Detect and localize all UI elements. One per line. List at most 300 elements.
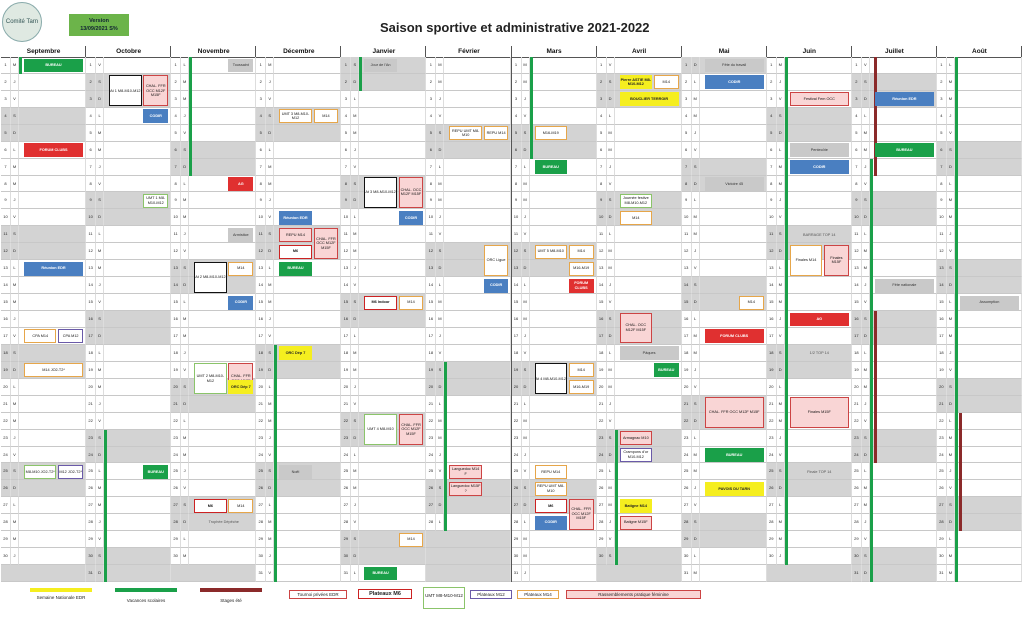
day-number: 19 [852,362,862,379]
day-cell [785,548,852,565]
day-number: 4 [1,108,11,125]
day-number: 28 [852,514,862,531]
weekday-letter: M [181,192,189,209]
day-number: 2 [852,74,862,91]
day-number: 18 [597,345,607,362]
day-cell [530,413,597,430]
day-number: 1 [86,57,96,74]
day-number: 21 [597,396,607,413]
event-block: M6 Indoor [364,296,396,310]
day-number: 1 [852,57,862,74]
day-number: 12 [512,243,522,260]
day-number: 12 [426,243,436,260]
day-number: 19 [1,362,11,379]
day-cell [955,74,1022,91]
day-cell [615,379,682,396]
day-number: 2 [682,74,692,91]
weekday-letter: V [266,565,274,582]
weekday-letter: S [522,480,530,497]
weekday-letter: S [96,311,104,328]
weekday-letter: M [181,91,189,108]
day-number: 27 [512,497,522,514]
day-cell [955,548,1022,565]
day-number: 13 [937,260,947,277]
event-block: FORUM CLUBS [705,329,764,343]
weekday-letter: M [436,413,444,430]
day-number: 25 [767,463,777,480]
weekday-letter: S [96,192,104,209]
day-number: 7 [256,159,266,176]
day-cell [785,447,852,464]
day-number: 23 [937,430,947,447]
day-number: 23 [171,430,181,447]
weekday-letter: L [351,91,359,108]
day-cell [530,176,597,193]
day-cell [104,142,171,159]
event-block: BUREAU [364,567,396,581]
day-cell [700,125,767,142]
event-block: M12 JO2-T2* [58,465,83,479]
day-number: 28 [86,514,96,531]
day-number: 17 [937,328,947,345]
day-number: 21 [1,396,11,413]
event-block: Réunion EDR [279,211,311,225]
day-cell [19,345,86,362]
weekday-letter: V [862,413,870,430]
day-number: 17 [512,328,522,345]
day-number: 29 [171,531,181,548]
day-cell [274,159,341,176]
day-number: 18 [256,345,266,362]
weekday-letter: J [607,396,615,413]
event-block: CPA M14 [24,329,56,343]
weekday-letter: D [607,447,615,464]
weekday-letter: D [862,565,870,582]
day-number: 15 [937,294,947,311]
weekday-letter: D [181,514,189,531]
day-cell [189,311,256,328]
legend-plateaux-m14: Plateaux M14 [517,590,559,599]
weekday-letter: S [351,57,359,74]
day-number: 27 [341,497,351,514]
day-cell [359,362,426,379]
weekday-letter: M [11,413,19,430]
day-number: 28 [1,514,11,531]
weekday-letter: J [947,345,955,362]
weekday-letter: L [436,159,444,176]
day-cell [530,531,597,548]
day-number: 17 [1,328,11,345]
weekday-letter: V [266,447,274,464]
day-cell [700,430,767,447]
event-block: At 4 M8-M10-M12 [535,363,567,394]
weekday-letter: M [947,311,955,328]
weekday-letter: S [266,463,274,480]
day-cell [189,480,256,497]
day-cell [19,497,86,514]
day-number: 12 [682,243,692,260]
weekday-letter: V [777,91,785,108]
weekday-letter: L [522,277,530,294]
event-block: CHAL. OCC M12F M15F [399,177,424,208]
day-cell [189,328,256,345]
day-number: 9 [512,192,522,209]
event-block: ORC Dép 7 [279,346,311,360]
weekday-letter: J [947,226,955,243]
day-number: 6 [682,142,692,159]
day-number: 30 [852,548,862,565]
day-number: 31 [341,565,351,582]
day-number: 4 [256,108,266,125]
day-cell [870,294,937,311]
day-cell [700,531,767,548]
day-number: 1 [682,57,692,74]
day-number: 31 [682,565,692,582]
day-cell [870,209,937,226]
event-block: UMT 1 M8-M10-M12 [143,194,168,208]
day-number: 3 [512,91,522,108]
event-block: UMT 5 M8-M10 [535,245,567,259]
day-cell [274,480,341,497]
event-block: Crampons d'or M10-M12 [620,448,652,462]
weekday-letter: M [96,480,104,497]
weekday-letter: J [862,277,870,294]
event-block: Trophée Dépêche [208,520,239,525]
weekday-letter: M [777,159,785,176]
day-cell [530,226,597,243]
day-cell [870,74,937,91]
day-number: 6 [171,142,181,159]
event-block: M14 [739,296,764,310]
day-cell [615,176,682,193]
day-number: 15 [341,294,351,311]
event-block: M14 [228,262,253,276]
weekday-letter: J [436,447,444,464]
event-block: M14 [399,533,424,547]
day-number: 4 [597,108,607,125]
day-number: 5 [597,125,607,142]
day-cell [359,159,426,176]
day-cell [104,565,171,582]
weekday-letter: M [522,548,530,565]
day-number: 4 [426,108,436,125]
weekday-letter: M [11,176,19,193]
day-cell [189,243,256,260]
day-number: 20 [937,379,947,396]
weekday-letter: M [96,497,104,514]
day-cell [785,277,852,294]
event-block: M14 [314,109,339,123]
weekday-letter: V [607,176,615,193]
day-number: 24 [86,447,96,464]
weekday-letter: V [862,531,870,548]
day-number: 20 [852,379,862,396]
weekday-letter: L [607,226,615,243]
day-cell [870,311,937,328]
legend-swatch-vacances [115,588,177,592]
day-number: 11 [86,226,96,243]
day-number: 10 [937,209,947,226]
day-cell [19,277,86,294]
day-cell [19,243,86,260]
day-cell [785,176,852,193]
event-block: Pâques [620,346,679,360]
weekday-letter: J [351,142,359,159]
day-cell [444,447,511,464]
month-header: Mars [512,46,597,58]
day-number: 7 [341,159,351,176]
day-cell [955,328,1022,345]
weekday-letter: V [522,226,530,243]
weekday-letter: M [436,294,444,311]
day-cell [274,74,341,91]
weekday-letter: D [96,328,104,345]
day-number: 7 [86,159,96,176]
legend-rassemblements: Rassemblements pratique féminine [566,590,701,599]
day-number: 3 [256,91,266,108]
day-cell [870,447,937,464]
event-block: BUREAU [654,363,679,377]
day-cell [955,260,1022,277]
weekday-letter: M [266,159,274,176]
weekday-letter: J [96,396,104,413]
day-number: 30 [682,548,692,565]
day-number: 26 [86,480,96,497]
day-number: 11 [1,226,11,243]
day-number: 16 [512,311,522,328]
event-block: REPU UMT M8-M10 [449,126,481,140]
day-number: 5 [426,125,436,142]
day-number: 13 [512,260,522,277]
day-number: 14 [1,277,11,294]
weekday-letter: M [522,531,530,548]
day-cell [870,345,937,362]
event-block: CODIR [399,211,424,225]
page-title: Saison sportive et administrative 2021-2022 [380,20,650,35]
day-number: 11 [682,226,692,243]
day-cell [274,142,341,159]
day-cell [104,447,171,464]
day-number: 29 [1,531,11,548]
event-block: CHAL. OCC M12F M15F [620,313,652,344]
weekday-letter: M [692,345,700,362]
day-number: 15 [171,294,181,311]
weekday-letter: J [522,565,530,582]
day-number: 29 [937,531,947,548]
day-cell [530,108,597,125]
day-number: 21 [767,396,777,413]
day-number: 25 [852,463,862,480]
day-cell [104,345,171,362]
event-block: PAVOIS DU TARN [705,482,764,496]
day-cell [444,192,511,209]
day-cell [104,260,171,277]
day-cell [870,480,937,497]
day-number: 7 [171,159,181,176]
weekday-letter: S [522,125,530,142]
day-cell [104,294,171,311]
day-cell [274,176,341,193]
weekday-letter: J [522,328,530,345]
version-label: Version [89,18,109,24]
day-number: 17 [682,328,692,345]
day-number: 25 [937,463,947,480]
day-number: 17 [341,328,351,345]
weekday-letter: M [607,243,615,260]
weekday-letter: M [777,396,785,413]
month-header: Juillet [852,46,937,58]
day-cell [189,463,256,480]
weekday-letter: D [522,142,530,159]
event-block: Pentecôte [790,143,849,157]
weekday-letter: V [947,362,955,379]
weekday-letter: D [351,311,359,328]
weekday-letter: D [351,548,359,565]
day-number: 10 [512,209,522,226]
day-cell [530,328,597,345]
event-block: CHAL. FFR [228,363,253,394]
day-number: 11 [852,226,862,243]
weekday-letter: J [777,74,785,91]
day-cell [870,159,937,176]
weekday-letter: M [947,447,955,464]
weekday-letter: D [266,362,274,379]
day-number: 25 [1,463,11,480]
day-cell [104,57,171,74]
day-number: 10 [171,209,181,226]
day-number: 11 [171,226,181,243]
header [0,0,1024,44]
day-number: 27 [256,497,266,514]
day-number: 9 [937,192,947,209]
day-cell [19,91,86,108]
weekday-letter: V [862,294,870,311]
day-cell [530,345,597,362]
weekday-letter: V [947,243,955,260]
day-number: 8 [682,176,692,193]
weekday-letter: D [11,362,19,379]
event-block: REPU M14 [535,465,567,479]
day-cell [104,413,171,430]
weekday-letter: V [351,159,359,176]
event-block: CODIR [790,160,849,174]
day-number: 3 [171,91,181,108]
day-number: 8 [86,176,96,193]
day-number: 3 [597,91,607,108]
weekday-letter: J [522,91,530,108]
day-number: 30 [937,548,947,565]
day-cell [615,548,682,565]
day-cell [274,396,341,413]
day-number: 30 [256,548,266,565]
day-cell [530,447,597,464]
day-cell [19,226,86,243]
day-cell [274,277,341,294]
day-cell [955,226,1022,243]
weekday-letter: D [436,260,444,277]
weekday-letter: J [351,497,359,514]
weekday-letter: V [436,463,444,480]
day-number: 3 [1,91,11,108]
day-number: 27 [1,497,11,514]
weekday-letter: S [777,463,785,480]
day-number: 27 [86,497,96,514]
day-number: 14 [852,277,862,294]
day-cell [104,277,171,294]
day-cell [615,57,682,74]
day-number: 14 [256,277,266,294]
weekday-letter: S [607,74,615,91]
legend-plateaux-m12: Plateaux M12 [470,590,512,599]
day-cell [444,311,511,328]
weekday-letter: S [607,548,615,565]
weekday-letter: L [607,345,615,362]
day-cell [274,294,341,311]
weekday-letter: L [862,108,870,125]
day-number: 14 [767,277,777,294]
weekday-letter: S [436,480,444,497]
weekday-letter: M [862,142,870,159]
weekday-letter: S [607,192,615,209]
day-cell [530,396,597,413]
day-cell [359,379,426,396]
day-cell [189,192,256,209]
weekday-letter: M [947,74,955,91]
day-cell [700,226,767,243]
holiday-bar [870,159,873,582]
day-number: 3 [767,91,777,108]
weekday-letter: J [692,362,700,379]
day-cell [530,57,597,74]
day-number: 10 [426,209,436,226]
day-cell [785,379,852,396]
weekday-letter: L [522,159,530,176]
day-number: 24 [341,447,351,464]
holiday-bar [955,57,958,582]
weekday-letter: M [947,328,955,345]
weekday-letter: L [862,463,870,480]
day-number: 20 [1,379,11,396]
weekday-letter: M [266,514,274,531]
day-cell [274,565,341,582]
weekday-letter: V [96,413,104,430]
weekday-letter: M [266,57,274,74]
day-cell [785,108,852,125]
day-number: 12 [256,243,266,260]
day-number: 18 [512,345,522,362]
weekday-letter: M [947,430,955,447]
weekday-letter: M [351,362,359,379]
day-number: 21 [426,396,436,413]
weekday-letter: M [522,294,530,311]
day-cell [955,57,1022,74]
event-block: M14 [228,499,253,513]
day-cell [785,480,852,497]
weekday-letter: M [522,74,530,91]
day-number: 16 [256,311,266,328]
event-block: CODIR [535,516,567,530]
holiday-bar [189,57,192,176]
day-number: 26 [937,480,947,497]
day-number: 29 [341,531,351,548]
day-number: 10 [852,209,862,226]
weekday-letter: L [351,565,359,582]
day-cell [444,74,511,91]
weekday-letter: D [96,565,104,582]
event-block: AG [790,313,849,327]
holiday-bar [274,345,277,582]
weekday-letter: S [947,379,955,396]
